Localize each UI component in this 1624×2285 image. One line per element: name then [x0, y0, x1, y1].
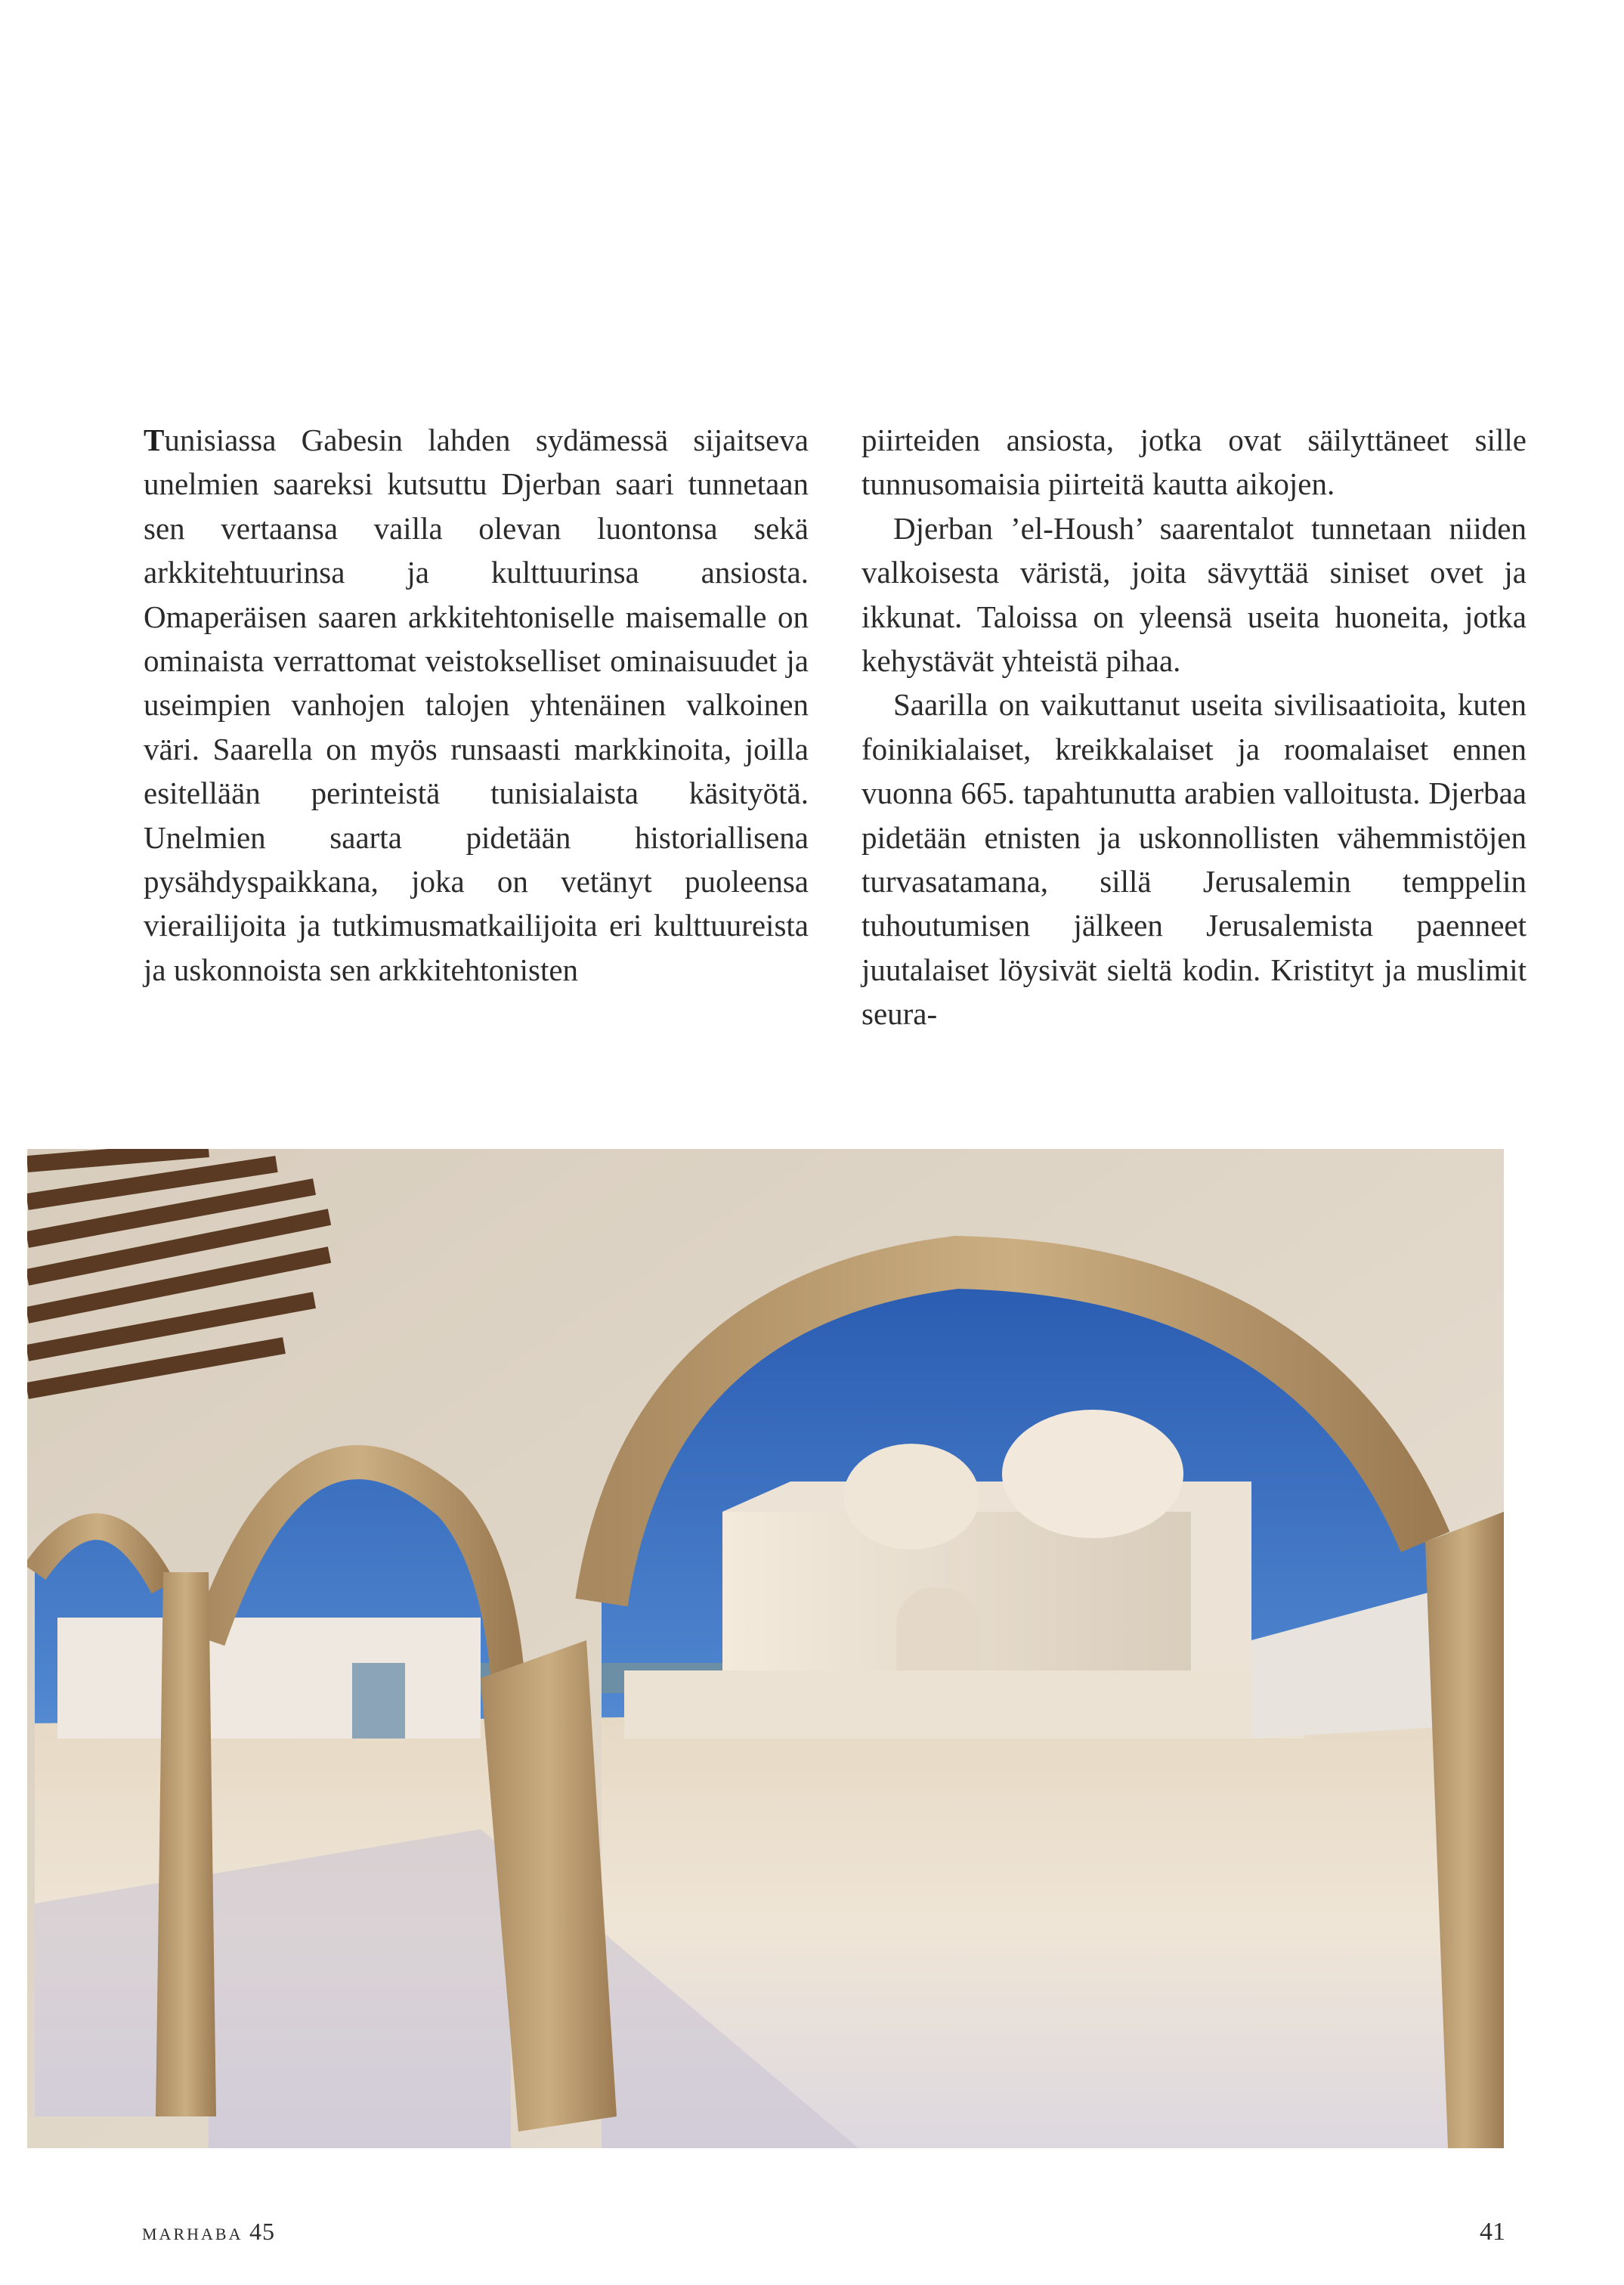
article-paragraph	[144, 418, 809, 992]
page-number: 41	[1480, 2218, 1505, 2246]
article-column-right	[861, 418, 1527, 1036]
initial-letter: T	[144, 423, 165, 457]
paragraph-text: unisiassa Gabesin lahden sydämessä sijaitseva unelmien saareksi kutsuttu Djerban saari tunnetaan sen vertaansa vailla olevan luontonsa sekä arkkitehtuurinsa ja kulttuurinsa ansiosta. Omaperäisen saaren arkkitehtoniselle maisemalle on ominaista verrattomat veistokselliset ominaisuudet ja useimpien vanhojen talojen yhtenäinen valkoinen väri. Saarella on myös runsaasti markkinoita, joilla esitellään perinteistä tunisialaista käsityötä. Unelmien saarta pidetään historiallisena pysähdyspaikkana, joka on vetänyt puoleensa vierailijoita ja tutkimusmatkailijoita eri kulttuureista ja uskonnoista sen arkkitehtonisten	[144, 423, 809, 987]
article-paragraph: piirteiden ansiosta, jotka ovat säilyttäneet sille tunnusomaisia piirteitä kautta aikojen.	[861, 423, 1527, 502]
article-paragraph: Saarilla on vaikuttanut useita sivilisaatioita, kuten foinikialaiset, kreikkalaiset ja roomalaiset ennen vuonna 665. tapahtunutta arabien valloitusta. Djerbaa pidetään etnisten ja uskonnollisten vähemmistöjen turvasatamana, sillä Jerusalemin temppelin tuhoutumisen jälkeen Jerusalemista paenneet juutalaiset löysivät sieltä kodin. Kristityt ja muslimit seura-	[861, 687, 1527, 1032]
footer-magazine	[142, 2218, 275, 2246]
article-paragraph: Djerban ’el-Housh’ saarentalot tunnetaan niiden valkoisesta väristä, joita sävyttää siniset ovet ja ikkunat. Taloissa on yleensä useita huoneita, jotka kehystävät yhteistä pihaa.	[861, 510, 1527, 679]
issue-number: 45	[249, 2218, 275, 2245]
article-column-left	[144, 418, 809, 992]
arched-courtyard-photo	[27, 1149, 1504, 2148]
magazine-name: MARHABA	[142, 2225, 243, 2243]
